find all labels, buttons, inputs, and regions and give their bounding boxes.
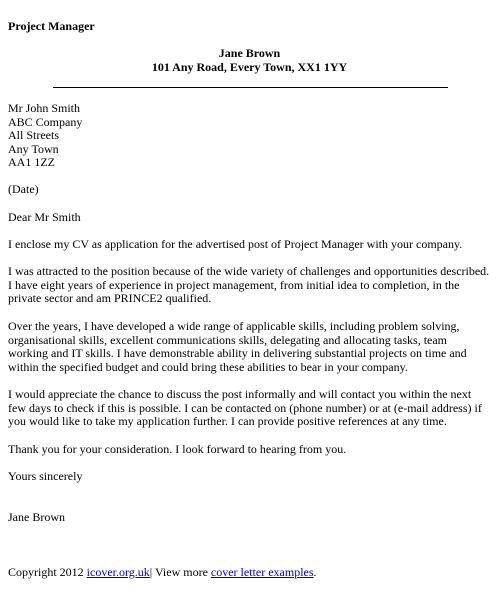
paragraph-line: Thank you for your consideration. I look forward to hearing from you. (8, 442, 347, 456)
sender-header (8, 47, 491, 74)
site-link[interactable]: icover.org.uk (86, 565, 150, 579)
header-divider (53, 87, 448, 88)
paragraph-line: within the specified budget and could bring these abilities to bear in your company. (8, 359, 408, 374)
sender-address: 101 Any Road, Every Town, XX1 1YY (151, 59, 348, 74)
paragraph-skills (8, 320, 491, 374)
paragraph-line: private sector and am PRINCE2 qualified. (8, 291, 212, 305)
paragraph-contact (8, 388, 491, 429)
paragraph-line: Over the years, I have developed a wide range of applicable skills, including problem solving, (8, 319, 460, 333)
recipient-line: AA1 1ZZ (8, 155, 55, 169)
recipient-line: Mr John Smith (8, 101, 81, 115)
paragraph-line: organisational skills, excellent communications skills, delegating and allocating tasks, team (8, 332, 448, 347)
closing: Yours sincerely (8, 469, 83, 483)
recipient-line: Any Town (8, 141, 59, 156)
paragraph-line: working and IT skills. I have demonstrable ability in delivering substantial projects on time and (8, 346, 467, 360)
copyright-text: Copyright 2012 (8, 565, 87, 579)
paragraph-experience (8, 265, 491, 306)
recipient-line: ABC Company (8, 114, 83, 129)
signature: Jane Brown (8, 510, 65, 524)
footer (8, 566, 491, 580)
sender-name: Jane Brown (218, 46, 281, 60)
paragraph-line: I was attracted to the position because of the wide variety of challenges and opportunities described. (8, 264, 490, 278)
salutation: Dear Mr Smith (8, 210, 81, 224)
letter-date: (Date) (8, 182, 39, 196)
paragraph-line: you would like to take my application further. I can provide positive references at any time. (8, 414, 447, 428)
paragraph-thanks (8, 443, 491, 457)
document-title: Project Manager (8, 19, 95, 33)
paragraph-intro (8, 238, 491, 252)
recipient-address (8, 102, 491, 170)
paragraph-line: I enclose my CV as application for the advertised post of Project Manager with your company. (8, 237, 463, 251)
paragraph-line: I would appreciate the chance to discuss the post informally and will contact you within the next (8, 387, 472, 401)
footer-suffix: . (313, 565, 317, 579)
footer-middle-text: | View more (149, 565, 211, 579)
recipient-line: All Streets (8, 128, 59, 142)
paragraph-line: few days to check if this is possible. I can be contacted on (phone number) or at (e-mail address) if (8, 400, 482, 415)
paragraph-line: I have eight years of experience in project management, from initial idea to completion, in the (8, 277, 460, 292)
cover-letter-examples-link[interactable]: cover letter examples (210, 565, 314, 579)
